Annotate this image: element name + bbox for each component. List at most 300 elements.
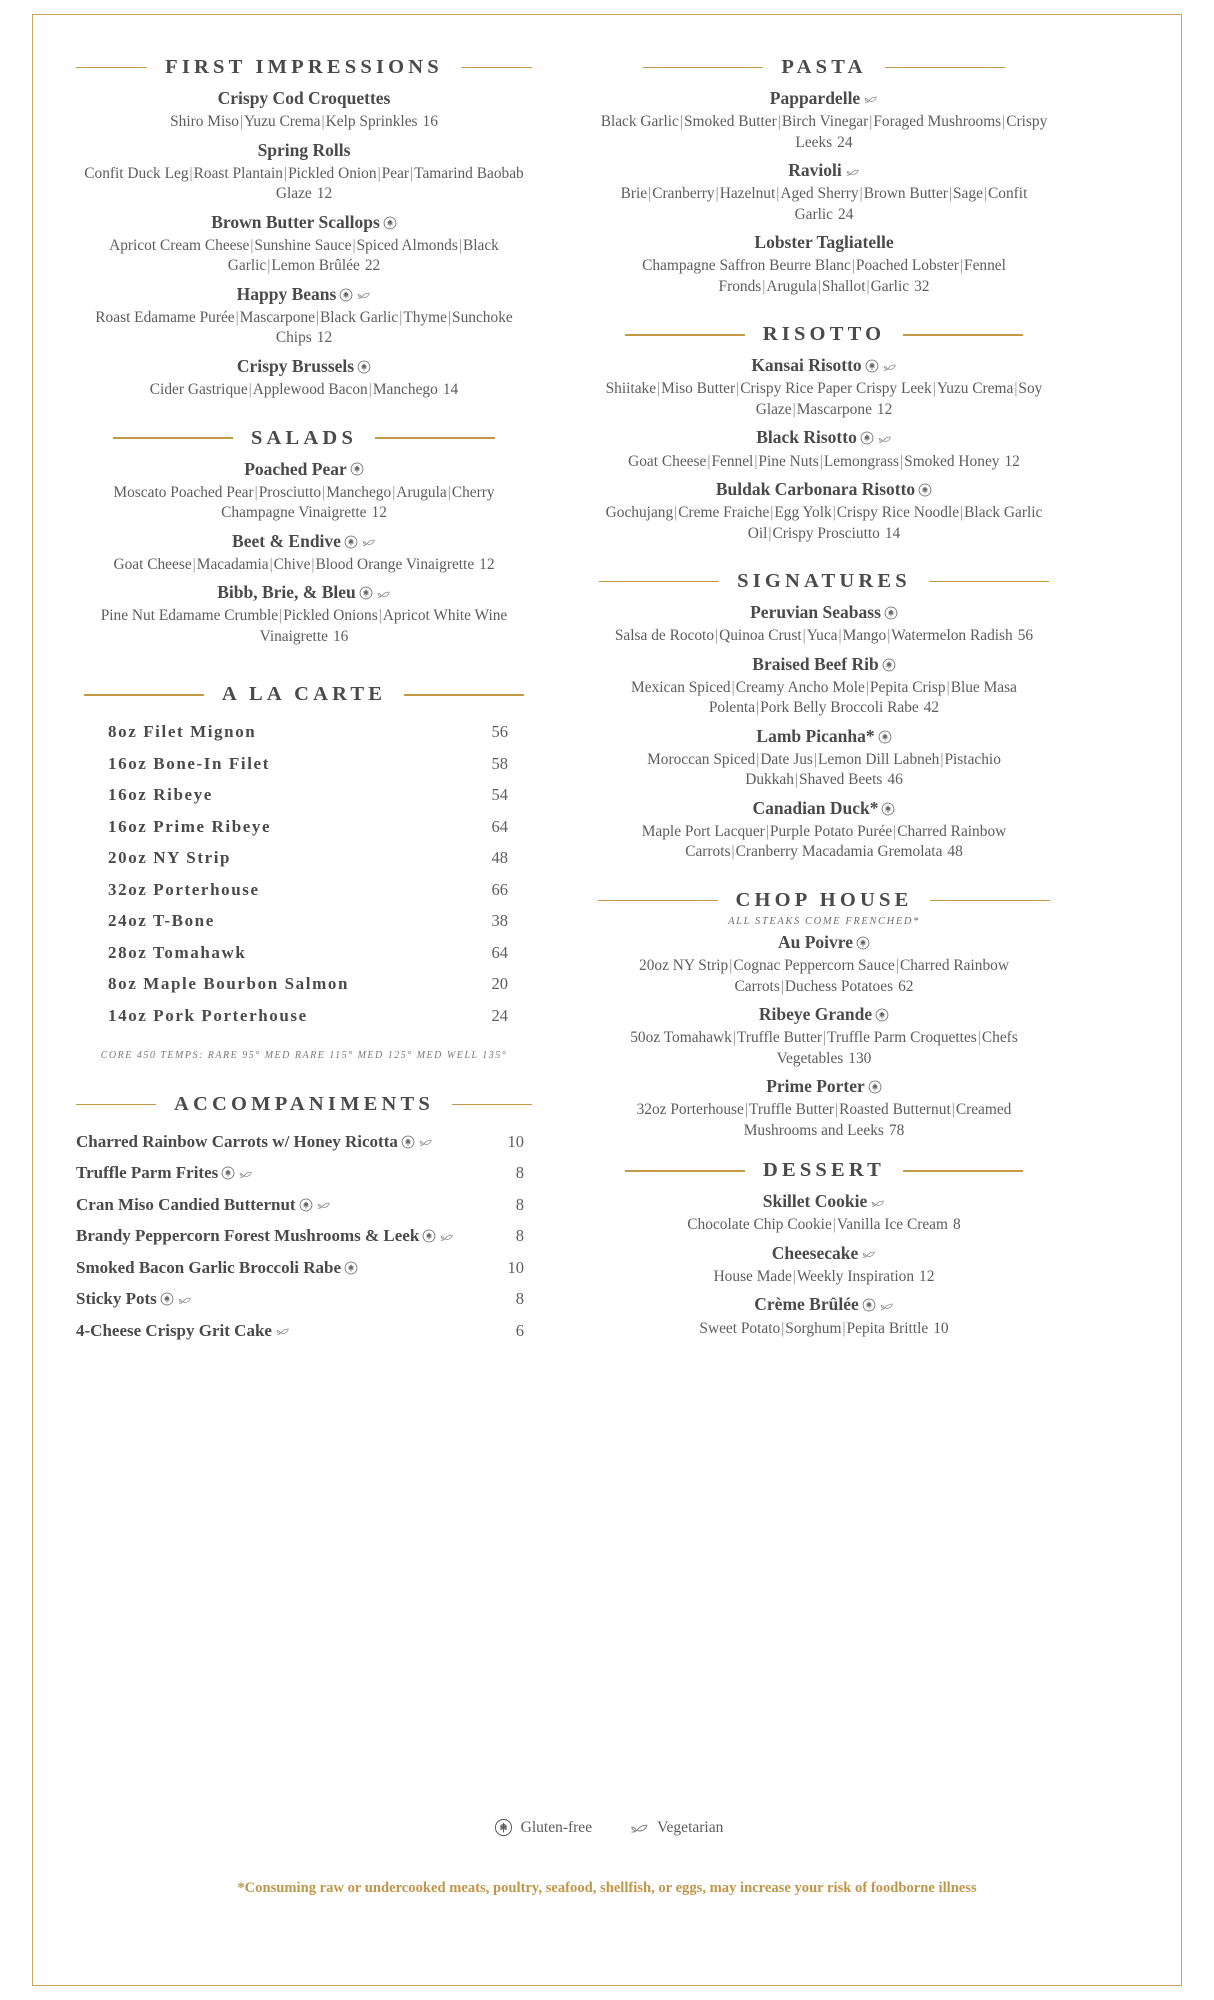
- desc-part: Aged Sherry: [780, 185, 859, 203]
- gluten-free-icon: [160, 1292, 174, 1306]
- desc-separator: |: [781, 1319, 785, 1337]
- desc-part: Duchess Potatoes: [784, 977, 894, 995]
- dish-list: [596, 929, 1052, 1141]
- desc-part: Quinoa Crust: [719, 627, 802, 645]
- desc-part: Pine Nuts: [758, 452, 819, 470]
- vegetarian-icon: [879, 1298, 894, 1313]
- menu-item: [596, 723, 1052, 791]
- item-price: 64: [491, 942, 508, 962]
- desc-part: Sorghum: [785, 1319, 842, 1337]
- dish-name: Lobster Tagliatelle: [754, 232, 894, 253]
- menu-item: [596, 1073, 1052, 1141]
- item-price: 38: [491, 911, 508, 931]
- dish-price: 56: [1017, 627, 1034, 645]
- desc-part: Crispy Rice Noodle: [836, 504, 960, 522]
- rule-right: [885, 67, 1005, 69]
- desc-separator: |: [410, 164, 414, 182]
- desc-separator: |: [729, 957, 733, 975]
- desc-part: Pork Belly Broccoli Rabe: [760, 699, 919, 717]
- desc-separator: |: [311, 555, 315, 573]
- menu-item-row: [76, 754, 532, 774]
- section-header-chop-house: [596, 889, 1052, 912]
- desc-separator: |: [832, 1216, 836, 1234]
- menu-item: [596, 1291, 1052, 1339]
- dish-description: [596, 956, 1052, 997]
- vegetarian-icon: [882, 359, 897, 374]
- desc-part: Manchego: [326, 483, 392, 501]
- dish-name: Black Risotto: [596, 424, 1052, 451]
- desc-separator: |: [754, 452, 758, 470]
- vegetarian-icon: [629, 1817, 649, 1837]
- dish-name: Buldak Carbonara Risotto: [596, 476, 1052, 503]
- dish-description: [76, 112, 532, 132]
- desc-part: Black Garlic Oil: [747, 504, 1043, 542]
- dish-price: 24: [838, 205, 854, 223]
- section-first-impressions: [76, 56, 532, 401]
- desc-part: Charred Rainbow Carrots: [685, 823, 1007, 861]
- dish-price: 42: [923, 699, 940, 717]
- rule-left: [625, 1170, 745, 1172]
- desc-separator: |: [762, 277, 766, 295]
- desc-part: Roast Plantain: [193, 164, 283, 182]
- vegetarian-icon: [845, 164, 860, 179]
- desc-separator: |: [832, 504, 836, 522]
- desc-separator: |: [377, 164, 381, 182]
- desc-part: Yuzu Crema: [936, 380, 1014, 398]
- dish-name: Lamb Picanha*: [596, 723, 1052, 750]
- item-price: 64: [491, 816, 508, 836]
- dish-name: Poached Pear: [76, 456, 532, 483]
- desc-separator: |: [674, 504, 678, 522]
- menu-item-row: [76, 1195, 532, 1215]
- desc-part: 20oz NY Strip: [639, 957, 729, 975]
- desc-separator: |: [648, 185, 652, 203]
- section-risotto: [596, 323, 1052, 544]
- dish-name: Peruvian Seabass: [596, 599, 1052, 626]
- gluten-free-icon: [359, 586, 373, 600]
- section-dessert: [596, 1159, 1052, 1339]
- section-title: RISOTTO: [762, 323, 886, 346]
- desc-part: Foraged Mushrooms: [873, 113, 1002, 131]
- gluten-free-icon: [339, 288, 353, 302]
- desc-part: Cranberry Macadamia Gremolata: [735, 843, 943, 861]
- dish-name: Ravioli: [596, 157, 1052, 184]
- menu-item: [596, 85, 1052, 153]
- menu-item: [596, 352, 1052, 420]
- item-label: 14oz Pork Porterhouse: [108, 1005, 308, 1025]
- legend-gluten-free-label: Gluten-free: [520, 1819, 593, 1836]
- item-price: 24: [491, 1005, 508, 1025]
- accompaniments-list: [76, 1132, 532, 1341]
- menu-item: [76, 209, 532, 277]
- desc-part: Pepita Brittle: [846, 1319, 929, 1337]
- desc-separator: |: [768, 524, 772, 542]
- menu-item: [596, 1240, 1052, 1288]
- desc-part: Kelp Sprinkles: [325, 113, 418, 131]
- section-title: FIRST IMPRESSIONS: [165, 56, 443, 78]
- rule-right: [903, 1170, 1023, 1172]
- desc-part: Black Garlic: [227, 236, 499, 275]
- desc-part: Roast Edamame Purée: [95, 308, 235, 326]
- section-pasta: [596, 56, 1052, 297]
- desc-separator: |: [679, 113, 683, 131]
- rule-right: [930, 900, 1050, 902]
- menu-item-row: [76, 1163, 532, 1183]
- desc-part: Fennel Fronds: [718, 257, 1006, 295]
- dish-description: [76, 606, 532, 647]
- section-title: SIGNATURES: [737, 570, 911, 593]
- desc-part: Applewood Bacon: [252, 381, 368, 399]
- dish-name: Spring Rolls: [257, 139, 351, 160]
- desc-part: Truffle Butter: [748, 1101, 835, 1119]
- desc-part: Pickled Onions: [283, 607, 378, 625]
- dish-name: Crispy Cod Croquettes: [217, 88, 391, 108]
- menu-item: [596, 1188, 1052, 1236]
- menu-item: [596, 929, 1052, 997]
- gluten-free-icon: [350, 462, 364, 476]
- desc-separator: |: [951, 1101, 955, 1119]
- desc-separator: |: [866, 277, 870, 295]
- desc-part: Manchego: [372, 381, 438, 399]
- menu-item: [76, 353, 532, 401]
- vegetarian-icon: [863, 91, 878, 106]
- item-label: 8oz Filet Mignon: [108, 722, 257, 742]
- menu-item-row: [76, 1132, 532, 1152]
- rule-right: [903, 334, 1023, 336]
- desc-part: Maple Port Lacquer: [641, 823, 765, 840]
- desc-part: Pickled Onion: [288, 164, 377, 182]
- dish-description: [596, 256, 1052, 297]
- desc-separator: |: [869, 113, 873, 131]
- menu-item-row: [76, 722, 532, 742]
- dish-price: 10: [933, 1319, 949, 1337]
- item-label: 24oz T-Bone: [108, 911, 215, 931]
- desc-part: Cherry Champagne Vinaigrette: [221, 483, 495, 522]
- desc-part: Brown Butter: [863, 185, 948, 203]
- desc-part: Crispy Leeks: [795, 113, 1048, 151]
- dish-name: Brown Butter Scallops: [76, 209, 532, 236]
- dish-name: Happy Beans: [76, 281, 532, 308]
- gluten-free-icon: [401, 1135, 415, 1149]
- desc-part: Crispy Prosciutto: [772, 524, 880, 542]
- item-price: 20: [491, 974, 508, 994]
- dish-description: [596, 1319, 1052, 1339]
- rule-right: [452, 1104, 532, 1106]
- desc-part: Confit Garlic: [794, 185, 1028, 223]
- desc-part: Soy Glaze: [755, 380, 1043, 418]
- gluten-free-icon: [494, 1818, 513, 1837]
- dish-name: Kansai Risotto: [596, 352, 1052, 379]
- dish-price: 12: [316, 329, 333, 347]
- legend-gluten-free: [491, 1819, 592, 1838]
- desc-part: Fennel: [711, 452, 754, 470]
- desc-part: Creme Fraiche: [678, 504, 770, 522]
- item-price: 10: [507, 1257, 524, 1277]
- dish-description: [596, 678, 1052, 719]
- desc-separator: |: [1002, 113, 1006, 131]
- item-label: 32oz Porterhouse: [108, 879, 260, 899]
- item-price: 56: [491, 722, 508, 742]
- rule-left: [599, 581, 719, 583]
- desc-separator: |: [765, 823, 769, 840]
- desc-separator: |: [378, 607, 382, 625]
- desc-separator: |: [192, 555, 196, 573]
- dish-description: [596, 750, 1052, 791]
- gluten-free-icon: [344, 1261, 358, 1275]
- vegetarian-icon: [877, 431, 892, 446]
- dish-list: [76, 85, 532, 401]
- item-price: 8: [515, 1289, 524, 1309]
- desc-part: Pepita Crisp: [869, 678, 946, 696]
- desc-part: Birch Vinegar: [781, 113, 869, 131]
- item-price: 8: [515, 1163, 524, 1183]
- dish-description: [596, 1100, 1052, 1141]
- desc-separator: |: [802, 627, 806, 645]
- rule-right: [929, 581, 1049, 583]
- menu-item-row: [76, 943, 532, 963]
- gluten-free-icon: [882, 658, 896, 672]
- gluten-free-icon: [860, 431, 874, 445]
- desc-part: Blood Orange Vinaigrette: [315, 555, 475, 573]
- desc-separator: |: [948, 185, 952, 203]
- desc-part: Roasted Butternut: [839, 1101, 951, 1119]
- menu-item: [76, 137, 532, 205]
- desc-part: Truffle Parm Croquettes: [827, 1029, 977, 1047]
- desc-separator: |: [835, 1101, 839, 1119]
- dish-price: 12: [1004, 452, 1020, 470]
- dish-price: 14: [884, 524, 901, 542]
- rule-right: [404, 694, 524, 696]
- desc-separator: |: [842, 1319, 846, 1337]
- desc-part: Arugula: [766, 277, 817, 295]
- dish-description: [596, 822, 1052, 863]
- desc-part: Goat Cheese: [113, 555, 192, 573]
- rule-left: [643, 67, 763, 69]
- item-label: Smoked Bacon Garlic Broccoli Rabe: [76, 1258, 358, 1278]
- desc-part: Chive: [273, 555, 311, 573]
- desc-separator: |: [235, 308, 239, 326]
- menu-item: [596, 424, 1052, 472]
- item-price: 10: [507, 1131, 524, 1151]
- menu-columns: [20, 18, 1194, 1808]
- menu-item: [596, 1001, 1052, 1069]
- desc-part: Mexican Spiced: [631, 678, 731, 696]
- menu-item: [76, 281, 532, 349]
- rule-right: [375, 437, 495, 439]
- desc-part: Weekly Inspiration: [796, 1267, 915, 1285]
- item-label: 8oz Maple Bourbon Salmon: [108, 974, 350, 994]
- dish-list: [596, 85, 1052, 297]
- legend-vegetarian: [626, 1818, 723, 1838]
- desc-part: Apricot Cream Cheese: [109, 236, 250, 254]
- dish-description: [76, 164, 532, 205]
- menu-item: [596, 795, 1052, 863]
- gluten-free-icon: [299, 1198, 313, 1212]
- gluten-free-icon: [862, 1298, 876, 1312]
- desc-part: 32oz Porterhouse: [636, 1101, 744, 1119]
- desc-part: Smoked Butter: [683, 113, 777, 131]
- item-label: Charred Rainbow Carrots w/ Honey Ricotta: [76, 1132, 433, 1152]
- dish-price: 16: [422, 113, 438, 131]
- desc-part: Creamed Mushrooms and Leeks: [743, 1101, 1012, 1139]
- desc-separator: |: [254, 483, 258, 501]
- menu-item-row: [76, 1226, 532, 1246]
- desc-separator: |: [792, 1267, 796, 1285]
- section-header-signatures: [596, 570, 1052, 593]
- rule-left: [76, 1104, 156, 1106]
- desc-separator: |: [959, 257, 964, 275]
- menu-item-row: [76, 911, 532, 931]
- desc-separator: |: [322, 483, 326, 501]
- desc-part: Yuca: [806, 627, 838, 645]
- item-label: Brandy Peppercorn Forest Mushrooms & Leek: [76, 1226, 454, 1246]
- rule-left: [84, 694, 204, 696]
- desc-part: Cognac Peppercorn Sauce: [733, 957, 895, 975]
- desc-separator: |: [248, 381, 252, 399]
- dish-description: [596, 1267, 1052, 1287]
- desc-part: Pine Nut Edamame Crumble: [100, 607, 279, 625]
- desc-part: Chefs Vegetables: [776, 1029, 1018, 1067]
- desc-part: Black Garlic: [320, 308, 399, 326]
- menu-item: [76, 85, 532, 133]
- desc-part: Confit Duck Leg: [84, 164, 189, 182]
- dish-name: Braised Beef Rib: [596, 651, 1052, 678]
- desc-part: Lemongrass: [823, 452, 900, 470]
- section-header-first-impressions: [76, 56, 532, 79]
- dish-description: [76, 483, 532, 524]
- dish-description: [76, 555, 532, 575]
- gluten-free-icon: [875, 1008, 889, 1022]
- vegetarian-icon: [238, 1166, 253, 1181]
- desc-separator: |: [838, 627, 842, 645]
- vegetarian-icon: [861, 1246, 876, 1261]
- dish-list: [76, 456, 532, 648]
- dietary-legend: [0, 1818, 1214, 1838]
- section-title: A LA CARTE: [221, 683, 387, 706]
- desc-part: Purple Potato Purée: [769, 823, 893, 840]
- rule-left: [76, 67, 147, 69]
- desc-separator: |: [736, 380, 740, 398]
- desc-separator: |: [780, 977, 784, 995]
- desc-separator: |: [977, 1029, 981, 1047]
- menu-item-row: [76, 1321, 532, 1341]
- desc-separator: |: [399, 308, 403, 326]
- gluten-free-icon: [918, 483, 932, 497]
- gluten-free-icon: [878, 730, 892, 744]
- desc-separator: |: [900, 452, 904, 470]
- desc-part: Moroccan Spiced: [647, 750, 756, 768]
- desc-part: Thyme: [403, 308, 447, 326]
- section-signatures: [596, 570, 1052, 863]
- desc-part: Poached Lobster: [855, 257, 959, 275]
- desc-part: Miso Butter: [661, 380, 736, 398]
- desc-part: Creamy Ancho Mole: [735, 678, 865, 696]
- menu-item-row: [76, 1258, 532, 1278]
- section-title: ACCOMPANIMENTS: [174, 1092, 434, 1115]
- desc-part: Macadamia: [196, 555, 269, 573]
- desc-separator: |: [770, 504, 774, 522]
- gluten-free-icon: [344, 535, 358, 549]
- desc-part: Mascarpone: [239, 308, 315, 326]
- desc-separator: |: [893, 823, 897, 840]
- desc-part: Date Jus: [760, 750, 813, 768]
- vegetarian-icon: [361, 534, 376, 549]
- desc-part: Shiro Miso: [170, 113, 239, 131]
- desc-separator: |: [823, 1029, 827, 1047]
- desc-separator: |: [267, 257, 271, 275]
- dish-name: Bibb, Brie, & Bleu: [76, 579, 532, 606]
- item-label: 16oz Prime Ribeye: [108, 816, 272, 836]
- item-label: 28oz Tomahawk: [108, 942, 247, 962]
- desc-part: House Made: [713, 1267, 792, 1285]
- right-column: [578, 56, 1074, 1343]
- dish-name: Cheesecake: [596, 1240, 1052, 1267]
- desc-separator: |: [756, 750, 760, 768]
- dish-description: [596, 184, 1052, 225]
- desc-part: Truffle Butter: [736, 1029, 823, 1047]
- desc-separator: |: [368, 381, 372, 399]
- desc-separator: |: [946, 678, 950, 696]
- dish-list: [596, 352, 1052, 544]
- dish-name: Skillet Cookie: [596, 1188, 1052, 1215]
- desc-part: Lemon Brûlée: [271, 257, 360, 275]
- desc-separator: |: [250, 236, 254, 254]
- desc-separator: |: [352, 236, 356, 254]
- item-price: 66: [491, 879, 508, 899]
- desc-separator: |: [817, 277, 821, 295]
- section-a-la-carte: [76, 683, 532, 1061]
- item-price: 6: [515, 1320, 524, 1340]
- desc-separator: |: [756, 699, 760, 717]
- desc-separator: |: [279, 607, 283, 625]
- desc-part: Salsa de Rocoto: [614, 627, 715, 645]
- menu-item-row: [76, 880, 532, 900]
- desc-part: Blue Masa Polenta: [708, 678, 1017, 717]
- desc-part: Sweet Potato: [699, 1319, 781, 1337]
- desc-separator: |: [239, 113, 244, 131]
- section-header-dessert: [596, 1159, 1052, 1182]
- vegetarian-icon: [275, 1323, 290, 1338]
- desc-separator: |: [731, 843, 735, 861]
- dish-price: 12: [876, 400, 893, 418]
- section-salads: [76, 427, 532, 648]
- dish-price: 24: [837, 133, 853, 151]
- desc-separator: |: [887, 627, 891, 645]
- desc-part: Sunshine Sauce: [254, 236, 352, 254]
- menu-item: [596, 651, 1052, 719]
- desc-separator: |: [777, 113, 781, 131]
- gluten-free-icon: [881, 802, 895, 816]
- desc-separator: |: [447, 308, 452, 326]
- desc-separator: |: [269, 555, 273, 573]
- dish-name: Pappardelle: [596, 85, 1052, 112]
- section-header-salads: [76, 427, 532, 450]
- item-label: 16oz Bone-In Filet: [108, 753, 270, 773]
- rule-left: [625, 334, 745, 336]
- dish-description: [596, 452, 1052, 472]
- desc-separator: |: [315, 308, 320, 326]
- item-label: 20oz NY Strip: [108, 848, 232, 868]
- menu-item: [76, 528, 532, 576]
- desc-separator: |: [657, 380, 661, 398]
- desc-part: Yuzu Crema: [244, 113, 321, 131]
- desc-part: Charred Rainbow Carrots: [734, 957, 1009, 995]
- dish-price: 12: [479, 555, 495, 573]
- desc-part: Spiced Almonds: [356, 236, 458, 254]
- dish-description: [596, 379, 1052, 420]
- menu-item-row: [76, 1006, 532, 1026]
- gluten-free-icon: [383, 216, 397, 230]
